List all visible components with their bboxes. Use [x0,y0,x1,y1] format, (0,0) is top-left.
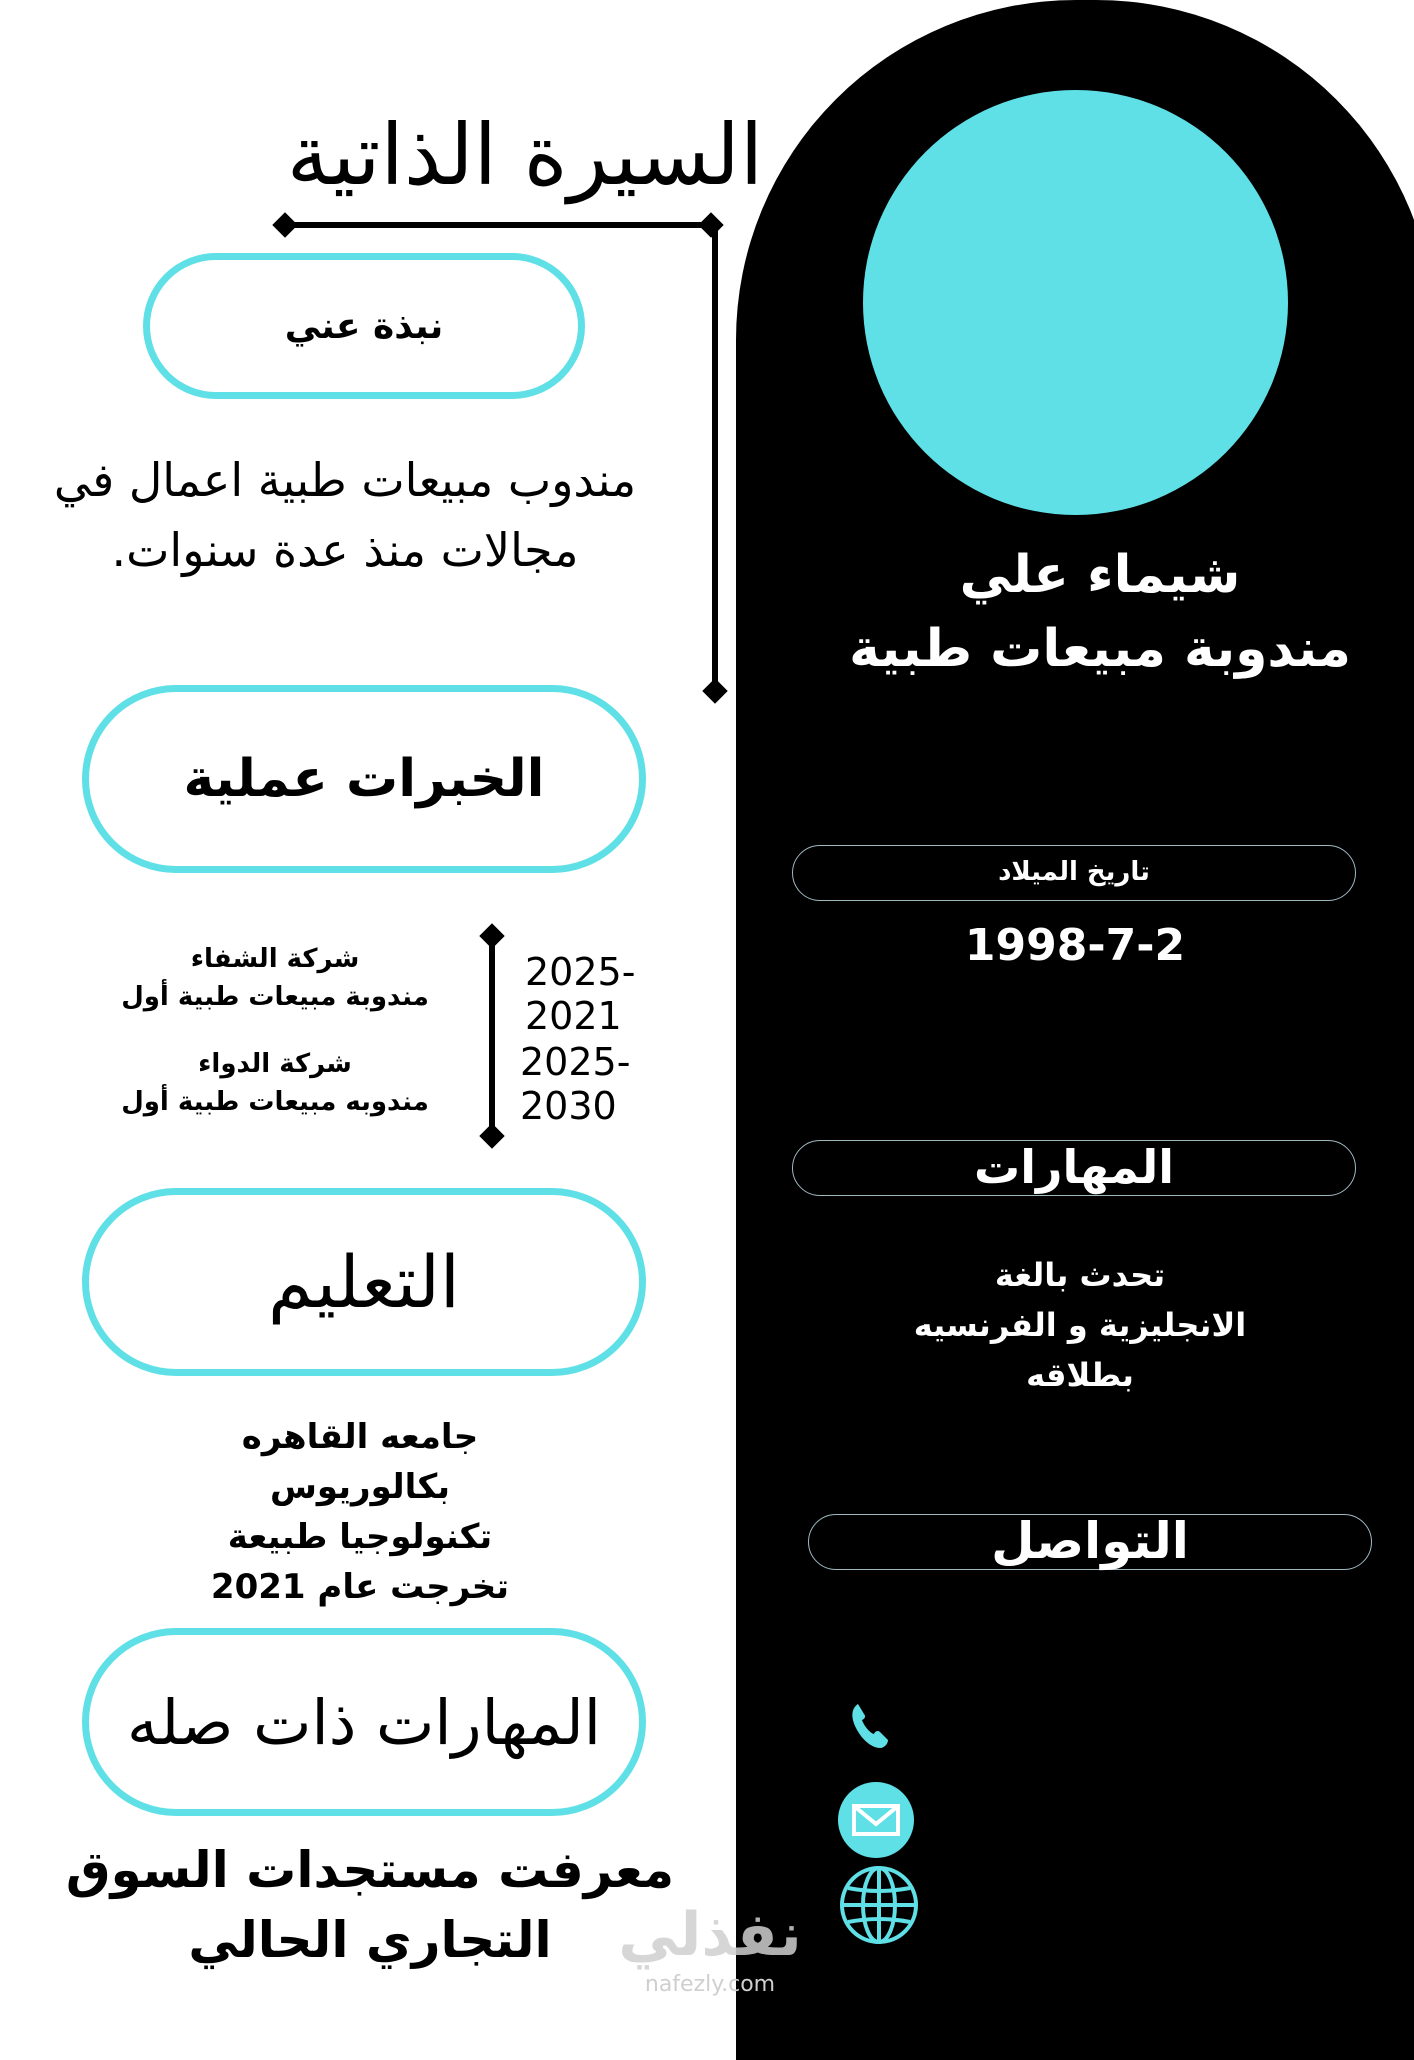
watermark-url: nafezly.com [644,1972,776,1997]
birth-date-label: تاريخ الميلاد [792,845,1356,901]
experience-company: شركة الدواء [198,1049,352,1079]
education-line: جامعه القاهره [241,1417,479,1457]
experience-item [110,1045,440,1121]
experience-position: مندوبه مبيعات طبية أول [121,1087,429,1117]
related-skills-heading: المهارات ذات صله [127,1685,601,1759]
line-marker [702,678,727,703]
about-heading-pill [143,253,585,399]
line-marker [479,923,504,948]
skills-list [880,1250,1280,1400]
line-marker [479,1123,504,1148]
education-heading: التعليم [268,1240,460,1324]
experience-timeline [489,935,495,1135]
vertical-connector [712,225,718,695]
experience-years: 2025-2030 [520,1040,631,1128]
experience-heading: الخبرات عملية [183,749,545,809]
experience-item [110,940,440,1016]
education-line: تخرجت عام 2021 [210,1567,510,1607]
phone-icon[interactable] [848,1700,896,1752]
title-underline [285,222,715,228]
email-icon[interactable] [838,1782,914,1858]
profile-photo-placeholder [863,90,1288,515]
education-line: بكالوريوس [270,1467,450,1507]
experience-company: شركة الشفاء [190,944,360,974]
birth-date-value: 1998-7-2 [964,920,1186,971]
skills-line: تحدث بالغة [994,1256,1166,1294]
related-skills-line: معرفت مستجدات السوق [65,1841,675,1899]
page-title: السيرة الذاتية [286,106,764,204]
about-text [10,445,680,585]
skills-line: الانجليزية و الفرنسيه [913,1306,1247,1344]
watermark-text: نفذلي [618,1900,802,1970]
related-skills-line: التجاري الحالي [188,1911,552,1969]
education-line: تكنولوجيا طبيعة [227,1517,493,1557]
about-heading: نبذة عني [284,305,444,347]
experience-position: مندوبة مبيعات طبية أول [121,982,429,1012]
experience-heading-pill [82,685,646,873]
skills-heading: المهارات [792,1140,1356,1196]
line-marker [698,212,723,237]
about-text-line: مندوب مبيعات طبية اعمال في [53,453,637,507]
profile-role: مندوبة مبيعات طبية [849,619,1351,679]
education-details [150,1412,570,1612]
line-marker [272,212,297,237]
skills-line: بطلاقه [1026,1356,1134,1394]
experience-years: 2025-2021 [525,950,636,1038]
about-text-line: مجالات منذ عدة سنوات. [111,523,579,577]
profile-name: شيماء علي [959,545,1241,605]
contact-heading: التواصل [808,1514,1372,1570]
education-heading-pill [82,1188,646,1376]
related-skills-text [50,1835,690,1975]
related-skills-heading-pill [82,1628,646,1816]
globe-icon[interactable] [838,1864,920,1946]
